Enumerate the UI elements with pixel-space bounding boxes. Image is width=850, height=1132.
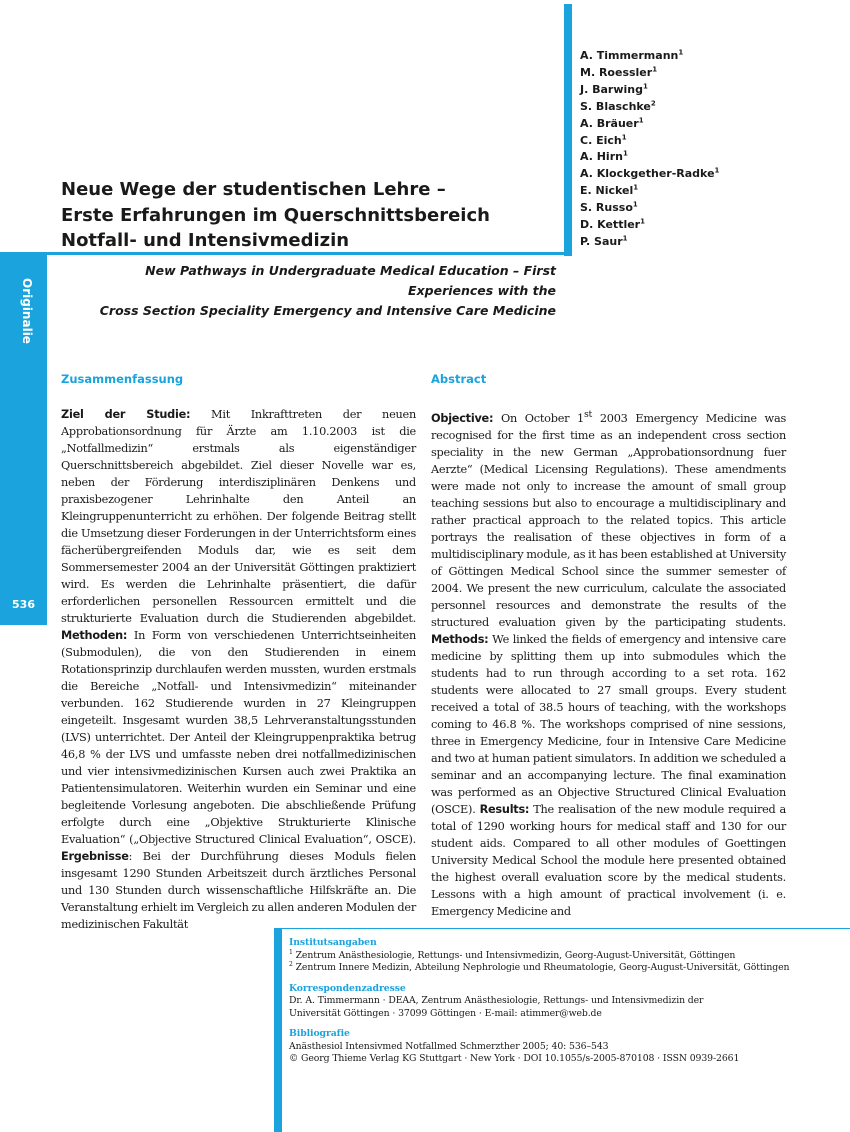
objective-text-continued: 2003 Emergency Medicine was recognised for the first time as an independent cross section speciality in the new German „Approbationsordnung fuer Aerzte“ (Medical Licensing Regulations). These amendments were made not only to increase the amount of small group teaching sessions but also to encourage a multidisciplinary and rather practical approach to the related topics. This article portrays the realisation of these objectives in form of a multidisciplinary module, as it has been established at University of Göttingen Medical School since the summer semester of 2004. We present the new curriculum, calculate the associated personnel resources and demonstrate the results of the structured evaluation given by the participating students.	[431, 411, 786, 629]
author-affiliation: 1	[714, 166, 720, 175]
infobox-side-bar	[274, 928, 282, 1132]
correspondence-heading: Korrespondenzadresse	[289, 982, 406, 994]
institution-number: 2	[289, 960, 293, 968]
author-affiliation: 1	[622, 149, 628, 158]
author-name: A. Timmermann	[580, 49, 679, 62]
author-affiliation: 2	[650, 99, 656, 108]
title-german	[61, 177, 556, 254]
article-info-box	[289, 937, 829, 1074]
correspondence-line: Universität Göttingen · 37099 Göttingen · E-mail: atimmer@web.de	[289, 1007, 602, 1019]
title-english-line: Cross Section Speciality Emergency and Intensive Care Medicine	[99, 303, 556, 318]
author-affiliation: 1	[652, 65, 658, 74]
ordinal-suffix: st	[583, 409, 593, 420]
summary-text	[61, 406, 416, 933]
bibliography-block	[289, 1028, 829, 1066]
author	[580, 116, 719, 133]
objective-label: Objective:	[431, 411, 494, 425]
objective-text: On October 1	[493, 411, 584, 425]
correspondence-line: Dr. A. Timmermann · DEAA, Zentrum Anästhesiologie, Rettungs- und Intensivmedizin der	[289, 995, 704, 1006]
methods-label: Methoden:	[61, 629, 128, 642]
german-summary-column	[61, 370, 416, 933]
author	[580, 82, 719, 99]
author-affiliation: 1	[678, 48, 684, 57]
abstract-heading: Abstract	[431, 372, 487, 386]
author-affiliation: 1	[632, 200, 638, 209]
methods-text: In Form von verschiedenen Unterrichtseinheiten (Submodulen), die von den Studierenden in einem Rotationsprinzip durchlaufen werden mussten, wurden erstmals die Bereiche „Notfall- und Intensivmedizin“ miteinander verbunden. 162 Studierende wurden in 27 Kleingruppen eingeteilt. Insgesamt wurden 38,5 Lehrveranstaltungsstunden (LVS) unterrichtet. Der Anteil der Kleingruppenpraktika betrug 46,8 % der LVS und umfasste neben drei notfallmedizinischen und vier intensivmedizinischen Kursen auch zwei Praktika an Patientensimulatoren. Weiterhin wurden ein Seminar und eine begleitende Vorlesung angeboten. Die abschließende Prüfung erfolgte durch eine „Objektive Strukturierte Klinische Evaluation“ („Objective Structured Clinical Evaluation“, OSCE).	[61, 629, 416, 846]
bibliography-line: © Georg Thieme Verlag KG Stuttgart · New York · DOI 10.1055/s-2005-870108 · ISSN 0939-2661	[289, 1053, 740, 1064]
author	[580, 200, 719, 217]
abstract-text	[431, 406, 786, 920]
objective-text: Mit Inkrafttreten der neuen Approbationsordnung für Ärzte am 1.10.2003 ist die „Notfallmedizin“ erstmals als eigenständiger Querschnittsbereich abgebildet. Ziel dieser Novelle war es, neben der Förderung interdisziplinären Denkens und praxisbezogener Lehrinhalte den Anteil an Kleingruppenunterricht zu erhöhen. Der folgende Beitrag stellt die Umsetzung dieser Forderungen in der Unterrichtsform eines fächerübergreifenden Moduls dar, wie es seit dem Sommersemester 2004 an der Universität Göttingen praktiziert wird. Es werden die Lehrinhalte präsentiert, die dafür erforderlichen personellen Ressourcen ermittelt und die strukturierte Evaluation durch die Studierenden abgebildet.	[61, 408, 416, 625]
author	[580, 65, 719, 82]
author-affiliation: 1	[638, 115, 644, 124]
title-german-line: Notfall- und Intensivmedizin	[61, 230, 350, 251]
institution-number: 1	[289, 948, 293, 956]
institution-line	[289, 962, 829, 975]
author	[580, 99, 719, 116]
institution-block	[289, 937, 829, 975]
author	[580, 48, 719, 65]
author-list	[580, 48, 719, 251]
page-number: 536	[12, 598, 35, 611]
institution-line	[289, 950, 829, 963]
infobox-top-rule	[274, 928, 850, 929]
author-name: D. Kettler	[580, 218, 641, 232]
author-name: S. Russo	[580, 201, 633, 215]
english-abstract-column	[431, 370, 786, 920]
bibliography-line: Anästhesiol Intensivmed Notfallmed Schmerzther 2005; 40: 536–543	[289, 1040, 609, 1052]
results-label: Ergebnisse	[61, 850, 129, 863]
author-affiliation: 1	[621, 132, 627, 141]
author	[580, 234, 719, 251]
title-english	[61, 261, 556, 321]
institution-text: Zentrum Innere Medizin, Abteilung Nephrologie und Rheumatologie, Georg-August-Universität, Göttingen	[292, 962, 790, 973]
institution-text: Zentrum Anästhesiologie, Rettungs- und Intensivmedizin, Georg-August-Universität, Göttingen	[292, 949, 736, 961]
author	[580, 217, 719, 234]
author-name: A. Hirn	[580, 150, 623, 164]
author-affiliation: 1	[633, 183, 639, 192]
author-name: A. Klockgether-Radke	[580, 167, 715, 181]
results-label: Results:	[479, 802, 530, 816]
title-vertical-rule	[564, 4, 572, 256]
author	[580, 166, 719, 183]
summary-heading: Zusammenfassung	[61, 372, 184, 386]
title-german-line: Erste Erfahrungen im Querschnittsbereich	[61, 204, 490, 226]
author-name: A. Bräuer	[580, 116, 639, 130]
results-text: : Bei der Durchführung dieses Moduls fielen insgesamt 1290 Stunden Arbeitszeit durch ärztliches Personal und 130 Stunden durch wissenschaftliche Hilfskräfte an. Die Veranstaltung erhielt im Vergleich zu allen anderen Modulen der medizinischen Fakultät	[61, 850, 416, 931]
institution-heading: Institutsangaben	[289, 937, 377, 948]
methods-text: We linked the fields of emergency and intensive care medicine by splitting them up into submodules which the students had to run through according to a set rota. 162 students were allocated to 27 small groups. Every student received a total of 38.5 hours of teaching, with the workshops coming to 46.8 %. The workshops comprised of nine sessions, three in Emergency Medicine, four in Intensive Care Medicine and two at human patient simulators. In addition we scheduled a seminar and an accompanying lecture. The final examination was performed as an Objective Structured Clinical Evaluation (OSCE).	[431, 632, 786, 816]
author-name: S. Blaschke	[580, 99, 651, 113]
author-name: C. Eich	[580, 133, 622, 147]
author-affiliation: 1	[642, 82, 648, 91]
author	[580, 183, 719, 200]
bibliography-heading: Bibliografie	[289, 1028, 350, 1039]
author	[580, 149, 719, 166]
section-label: Originalie	[20, 278, 34, 344]
author-affiliation: 1	[640, 217, 645, 226]
title-english-line: New Pathways in Undergraduate Medical Education – First Experiences with the	[145, 263, 556, 298]
author-name: M. Roessler	[580, 65, 653, 79]
author-affiliation: 1	[622, 234, 628, 243]
correspondence-block	[289, 983, 829, 1021]
title-german-line: Neue Wege der studentischen Lehre –	[61, 179, 446, 200]
author-name: E. Nickel	[580, 184, 634, 198]
methods-label: Methods:	[431, 632, 489, 646]
results-text: The realisation of the new module required a total of 1290 working hours for medical staff and 130 for our student aids. Compared to all other modules of Goettingen University Medical School the module here presented obtained the highest overall evaluation score by the medical students. Lessons with a high amount of practical involvement (i. e. Emergency Medicine and	[431, 802, 786, 918]
objective-label: Ziel der Studie:	[61, 408, 191, 421]
author-name: P. Saur	[580, 234, 623, 248]
author-name: J. Barwing	[580, 82, 643, 96]
author	[580, 133, 719, 150]
